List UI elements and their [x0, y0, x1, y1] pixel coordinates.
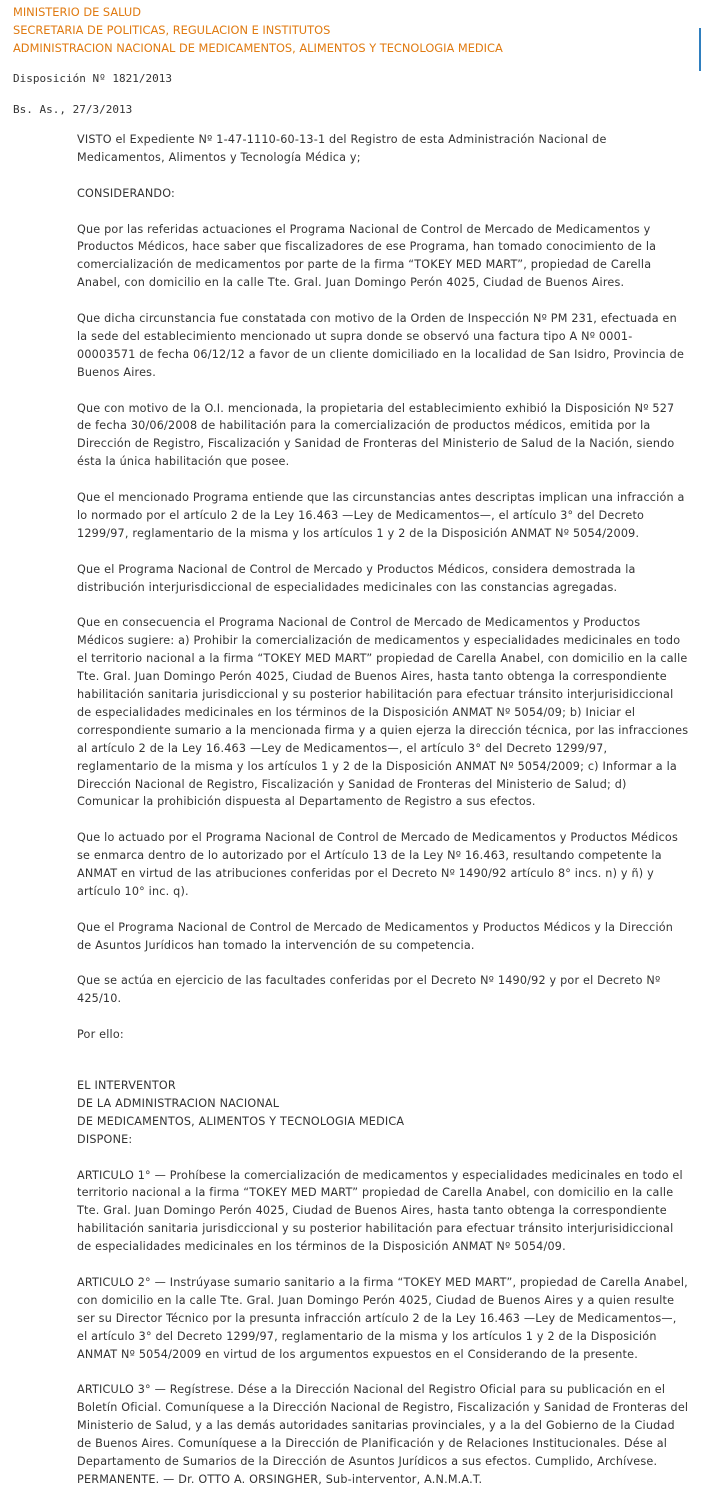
considerando-paragraph-5: Que el Programa Nacional de Control de Mercado y Productos Médicos, considera demostrada la distribución interjurisdiccional de especialidades medicinales con las constancias agregadas. — [77, 562, 636, 594]
document-body — [77, 131, 689, 1489]
considerando-paragraph-2: Que dicha circunstancia fue constatada con motivo de la Orden de Inspección Nº PM 231, efectuada en la sede del establecimiento mencionado ut supra donde se observó una factura tipo A Nº 0001-00003571 de fecha 06/12/12 a favor de un cliente domiciliado en la localidad de San Isidro, Provincia de Buenos Aires. — [77, 312, 685, 379]
considerando-paragraph-7: Que lo actuado por el Programa Nacional de Control de Mercado de Medicamentos y Productos Médicos se enmarca dentro de lo autorizado por el Artículo 13 de la Ley Nº 16.463, resultando competente la ANMAT en virtud de las atribuciones conferidas por el Decreto Nº 1490/92 artículo 8° incs. n) y ñ) y artículo 10° inc. q). — [77, 831, 678, 898]
ministry-heading: MINISTERIO DE SALUD — [13, 5, 142, 19]
article-1: ARTICULO 1° — Prohíbese la comercialización de medicamentos y especialidades medicinales en todo el territorio nacional a la firma “TOKEY MED MART” propiedad de Carella Anabel, con domicilio en la calle Tte. Gral. Juan Domingo Perón 4025, Ciudad de Buenos Aires, hasta tanto obtenga la correspondiente habilitación sanitaria jurisdiccional y su posterior habilitación para efectuar tránsito interjurisidiccional de especialidades medicinales en los términos de la Disposición ANMAT Nº 5054/09. — [77, 1168, 683, 1254]
visto-paragraph: VISTO el Expediente Nº 1-47-1110-60-13-1 del Registro de esta Administración Nacional de Medicamentos, Alimentos y Tecnología Médica y; — [77, 133, 607, 164]
por-ello-text: Por ello: — [77, 1028, 124, 1042]
document-header — [13, 3, 503, 57]
considerando-heading: CONSIDERANDO: — [77, 186, 176, 200]
document-date: Bs. As., 27/3/2013 — [13, 103, 133, 116]
considerando-paragraph-1: Que por las referidas actuaciones el Programa Nacional de Control de Mercado de Medicamentos y Productos Médicos, hace saber que fiscalizadores de ese Programa, han tomado conocimiento de la comercialización de medicamentos por parte de la firma “TOKEY MED MART”, propiedad de Carella Anabel, con domicilio en la calle Tte. Gral. Juan Domingo Perón 4025, Ciudad de Buenos Aires. — [77, 222, 657, 290]
article-2: ARTICULO 2° — Instrúyase sumario sanitario a la firma “TOKEY MED MART”, propiedad de Carella Anabel, con domicilio en la calle Tte. Gral. Juan Domingo Perón 4025, Ciudad de Buenos Aires y a quien resulte ser su Director Técnico por la presunta infracción artículo 2 de la Ley 16.463 —Ley de Medicamentos—, el artículo 3° del Decreto 1299/97, reglamentario de la misma y los artículos 1 y 2 de la Disposición ANMAT Nº 5054/2009 en virtud de los argumentos expuestos en el Considerando de la presente. — [77, 1275, 688, 1361]
considerando-paragraph-8: Que el Programa Nacional de Control de Mercado de Medicamentos y Productos Médicos y la Dirección de Asuntos Jurídicos han tomado la intervención de su competencia. — [77, 920, 674, 952]
considerando-paragraph-4: Que el mencionado Programa entiende que las circunstancias antes descriptas implican una infracción a lo normado por el artículo 2 de la Ley 16.463 —Ley de Medicamentos—, el artículo 3° del Decreto 1299/97, reglamentario de la misma y los artículos 1 y 2 de la Disposición ANMAT Nº 5054/2009. — [77, 491, 685, 540]
considerando-paragraph-6: Que en consecuencia el Programa Nacional de Control de Mercado de Medicamentos y Productos Médicos sugiere: a) Prohibir la comercialización de medicamentos y especialidades medicinales en todo el territorio nacional a la firma “TOKEY MED MART” propiedad de Carella Anabel, con domicilio en la calle Tte. Gral. Juan Domingo Perón 4025, Ciudad de Buenos Aires, hasta tanto obtenga la correspondiente habilitación sanitaria jurisdiccional y su posterior habilitación para efectuar tránsito interjurisidiccional de especialidades medicinales en los términos de la Disposición ANMAT Nº 5054/09; b) Iniciar el correspondiente sumario a la mencionada firma y a quien ejerza la dirección técnica, por las infracciones al artículo 2 de la Ley 16.463 —Ley de Medicamentos—, el artículo 3° del Decreto 1299/97, reglamentario de la misma y los artículos 1 y 2 de la Disposición ANMAT Nº 5054/2009; c) Informar a la Dirección Nacional de Registro, Fiscalización y Sanidad de Fronteras del Ministerio de Salud; d) Comunicar la prohibición dispuesta al Departamento de Registro a sus efectos. — [77, 616, 689, 809]
dispone-heading: DISPONE: — [77, 1132, 133, 1146]
intervener-block — [77, 1077, 689, 1149]
intervener-line-3: DE MEDICAMENTOS, ALIMENTOS Y TECNOLOGIA MEDICA — [77, 1114, 405, 1128]
considerando-paragraph-9: Que se actúa en ejercicio de las facultades conferidas por el Decreto Nº 1490/92 y por el Decreto Nº 425/10. — [77, 974, 661, 1006]
intervener-line-1: EL INTERVENTOR — [77, 1079, 176, 1093]
disposition-number: Disposición Nº 1821/2013 — [13, 72, 172, 85]
considerando-paragraph-3: Que con motivo de la O.I. mencionada, la propietaria del establecimiento exhibió la Disposición Nº 527 de fecha 30/06/2008 de habilitación para la comercialización de productos médicos, emitida por la Dirección de Registro, Fiscalización y Sanidad de Fronteras del Ministerio de Salud de la Nación, siendo ésta la única habilitación que posee. — [77, 401, 675, 469]
intervener-line-2: DE LA ADMINISTRACION NACIONAL — [77, 1096, 280, 1110]
administration-heading: ADMINISTRACION NACIONAL DE MEDICAMENTOS, ALIMENTOS Y TECNOLOGIA MEDICA — [13, 41, 503, 55]
secretariat-heading: SECRETARIA DE POLITICAS, REGULACION E INSTITUTOS — [13, 23, 331, 37]
article-3: ARTICULO 3° — Regístrese. Dése a la Dirección Nacional del Registro Oficial para su publicación en el Boletín Oficial. Comuníquese a la Dirección Nacional de Registro, Fiscalización y Sanidad de Fronteras del Ministerio de Salud, y a las demás autoridades sanitarias provinciales, y a la del Gobierno de la Ciudad de Buenos Aires. Comuníquese a la Dirección de Planificación y de Relaciones Institucionales. Dése al Departamento de Sumarios de la Dirección de Asuntos Jurídicos a sus efectos. Cumplido, Archívese. PERMANENTE. — Dr. OTTO A. ORSINGHER, Sub-interventor, A.N.M.A.T. — [77, 1383, 689, 1486]
